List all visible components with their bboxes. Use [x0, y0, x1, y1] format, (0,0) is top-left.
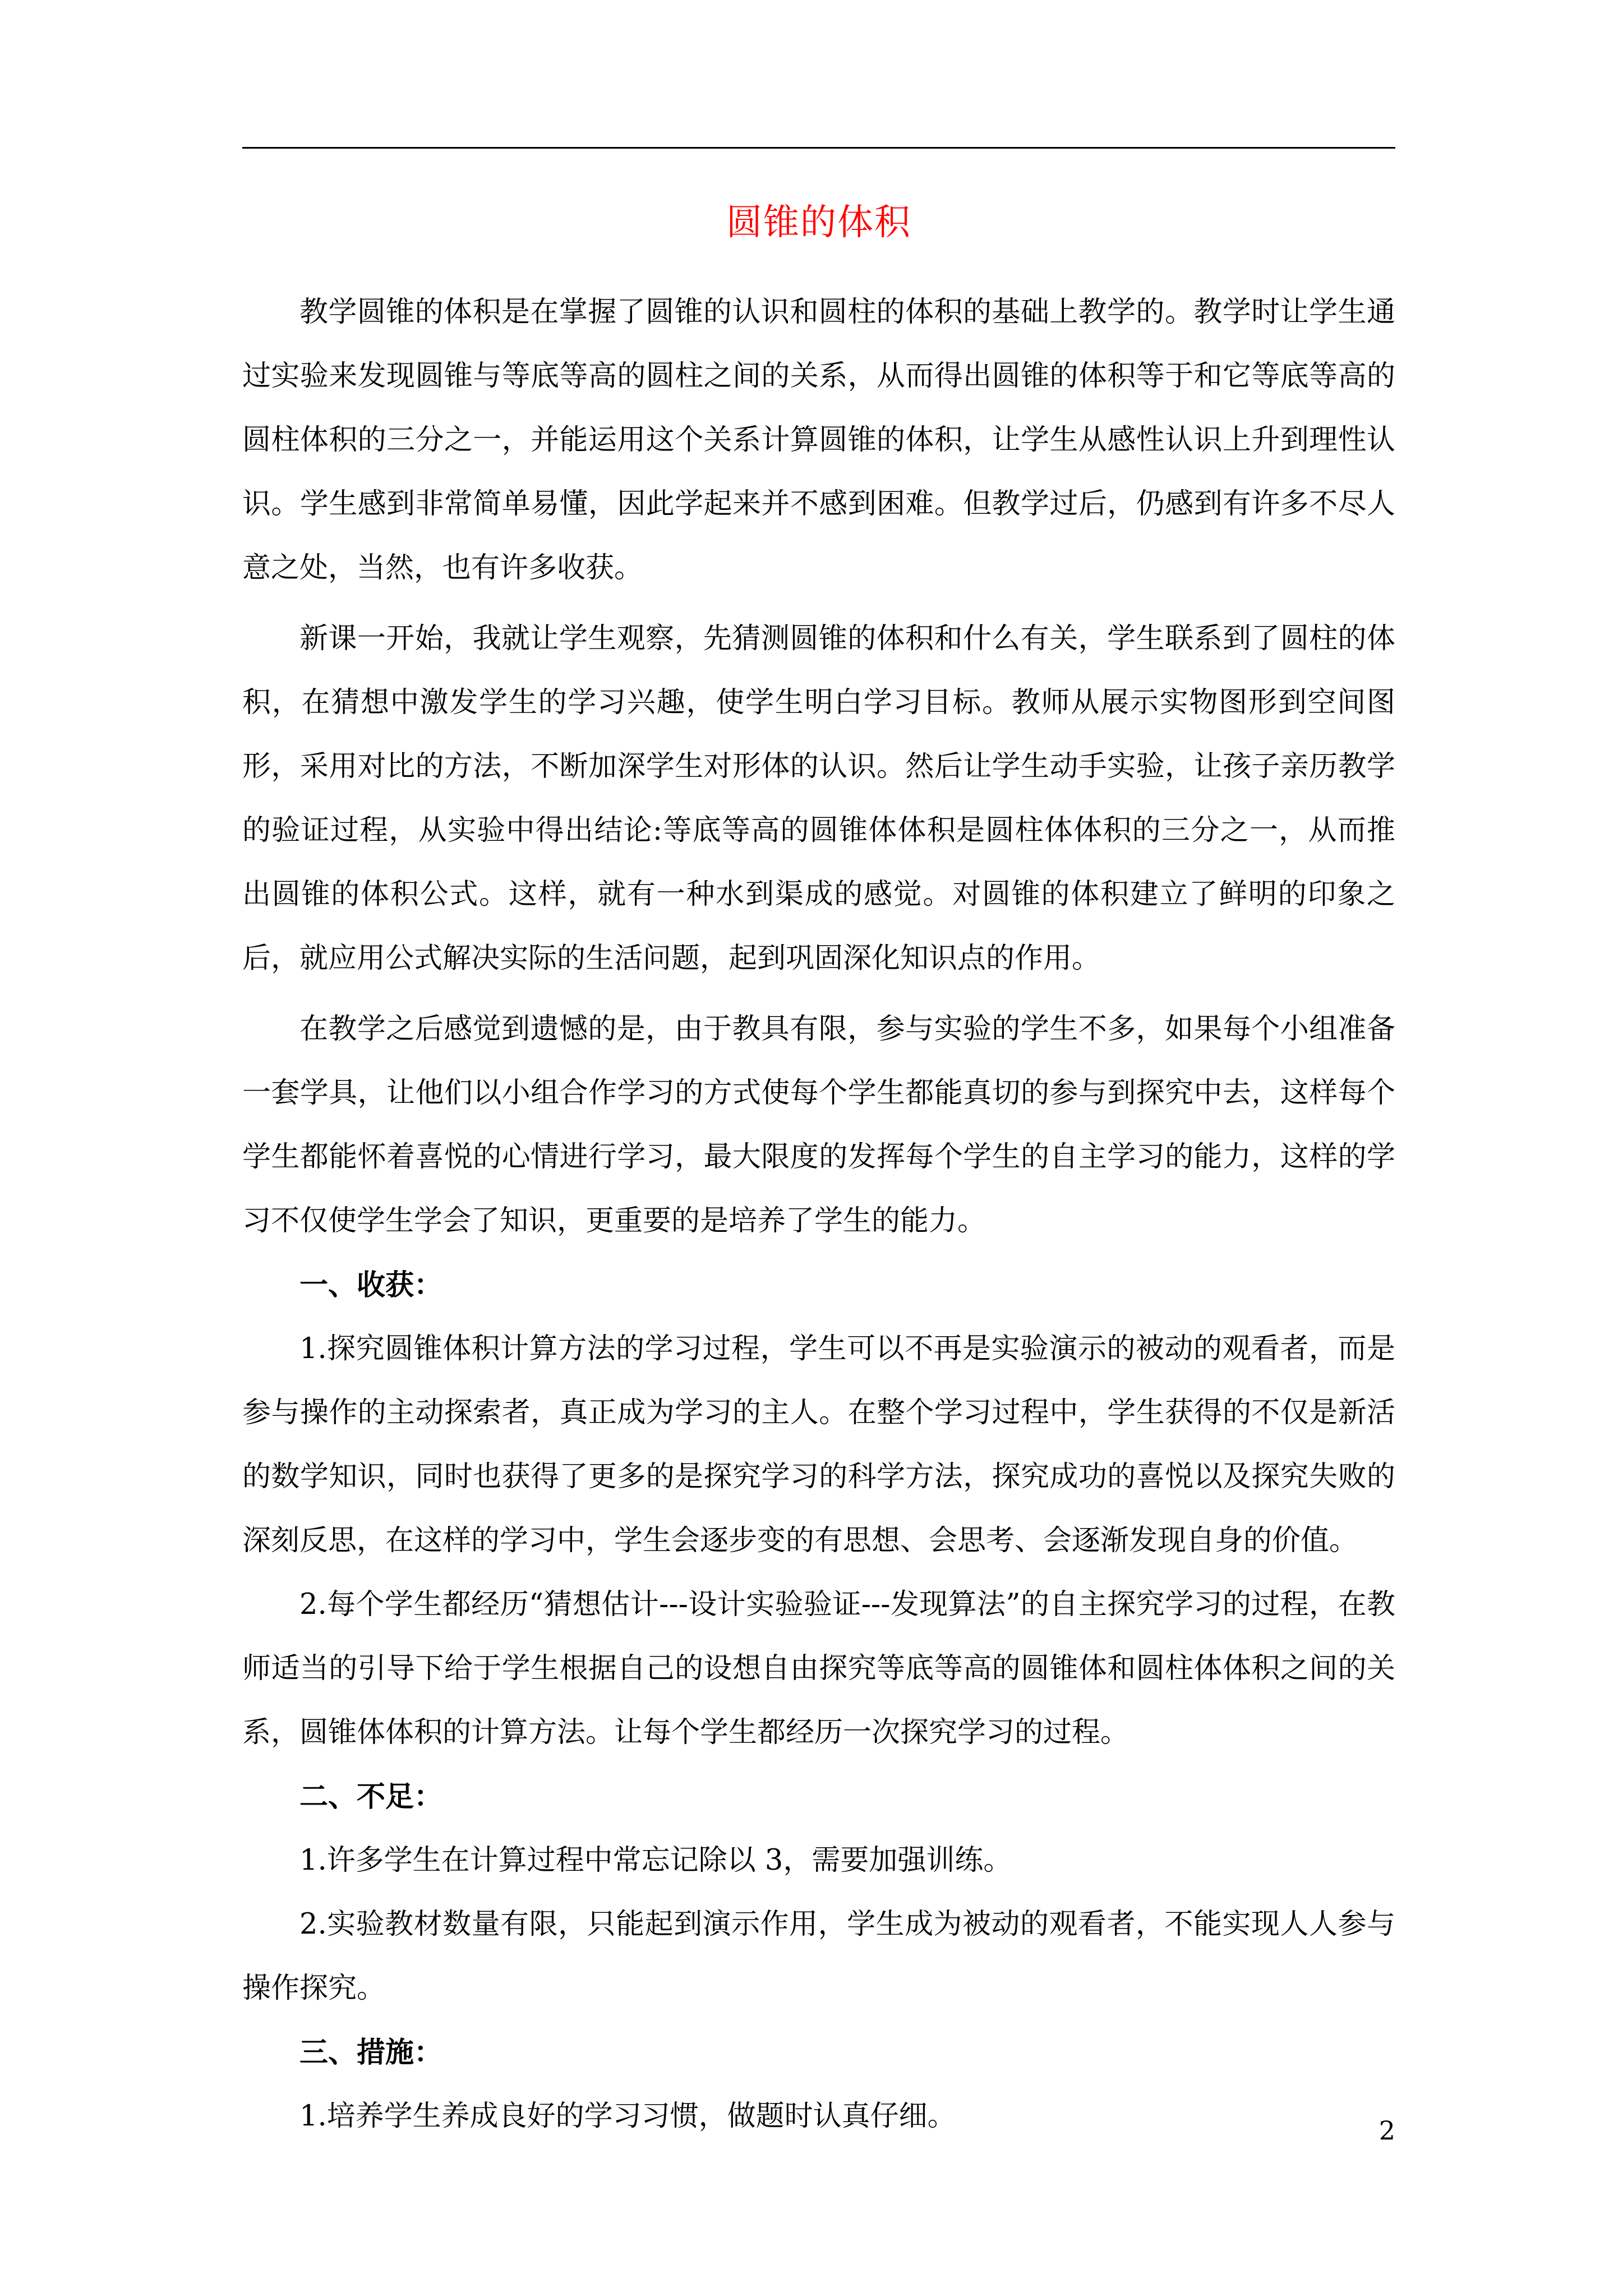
lesson-paragraph: 新课一开始，我就让学生观察，先猜测圆锥的体积和什么有关，学生联系到了圆柱的体积，在猜想中激发学生的学习兴趣，使学生明白学习目标。教师从展示实物图形到空间图形，采用对比的方法，不断加深学生对形体的认识。然后让学生动手实验，让孩子亲历教学的验证过程，从实验中得出结论:等底等高的圆锥体体积是圆柱体体积的三分之一，从而推出圆锥的体积公式。这样，就有一种水到渠成的感觉。对圆锥的体积建立了鲜明的印象之后，就应用公式解决实际的生活问题，起到巩固深化知识点的作用。 — [242, 622, 1395, 975]
regret-paragraph: 在教学之后感觉到遗憾的是，由于教具有限，参与实验的学生不多，如果每个小组准备一套学具，让他们以小组合作学习的方式使每个学生都能真切的参与到探究中去，这样每个学生都能怀着喜悦的心情进行学习，最大限度的发挥每个学生的自主学习的能力，这样的学习不仅使学生学会了知识，更重要的是培养了学生的能力。 — [242, 1013, 1395, 1237]
header-rule — [242, 147, 1395, 149]
shortcomings-item-2: 2.实验教材数量有限，只能起到演示作用，学生成为被动的观看者，不能实现人人参与操作探究。 — [242, 1908, 1395, 2005]
document-title: 圆锥的体积 — [726, 202, 911, 243]
gains-item-1: 1.探究圆锥体积计算方法的学习过程，学生可以不再是实验演示的被动的观看者，而是参与操作的主动探索者，真正成为学习的主人。在整个学习过程中，学生获得的不仅是新活的数学知识，同时也获得了更多的是探究学习的科学方法，探究成功的喜悦以及探究失败的深刻反思，在这样的学习中，学生会逐步变的有思想、会思考、会逐渐发现自身的价值。 — [242, 1332, 1395, 1557]
gains-item-2: 2.每个学生都经历“猜想估计---设计实验验证---发现算法”的自主探究学习的过程，在教师适当的引导下给于学生根据自己的设想自由探究等底等高的圆锥体和圆柱体体积之间的关系，圆锥体体积的计算方法。让每个学生都经历一次探究学习的过程。 — [242, 1588, 1395, 1749]
page-number: 2 — [1378, 2115, 1395, 2146]
measures-item-1: 1.培养学生养成良好的学习习惯，做题时认真仔细。 — [299, 2100, 956, 2133]
section-heading-measures: 三、措施： — [299, 2036, 443, 2069]
intro-paragraph: 教学圆锥的体积是在掌握了圆锥的认识和圆柱的体积的基础上教学的。教学时让学生通过实验来发现圆锥与等底等高的圆柱之间的关系，从而得出圆锥的体积等于和它等底等高的圆柱体积的三分之一，并能运用这个关系计算圆锥的体积，让学生从感性认识上升到理性认识。学生感到非常简单易懂，因此学起来并不感到困难。但教学过后，仍感到有许多不尽人意之处，当然，也有许多收获。 — [242, 296, 1395, 585]
section-heading-gains: 一、收获： — [299, 1268, 443, 1302]
shortcomings-item-1: 1.许多学生在计算过程中常忘记除以 3，需要加强训练。 — [299, 1844, 1012, 1877]
section-heading-shortcomings: 二、不足： — [299, 1780, 443, 1814]
document-body — [242, 280, 1395, 2148]
